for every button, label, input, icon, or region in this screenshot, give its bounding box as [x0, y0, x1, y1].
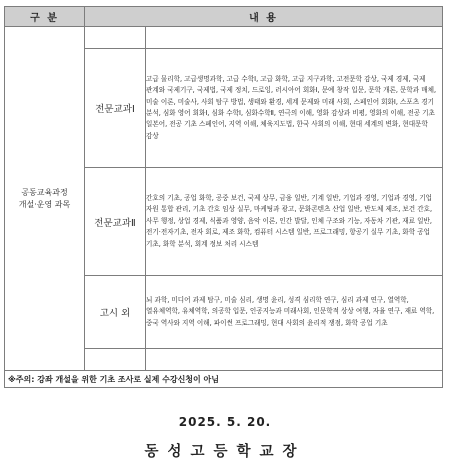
group-label-cell [5, 27, 85, 371]
document-page [4, 6, 442, 388]
row-label: 전문교과Ⅰ [85, 49, 146, 168]
blank-content-cell [146, 349, 443, 371]
note-row [5, 371, 443, 388]
school-signature: 동성고등학교장 [144, 444, 306, 460]
row-label: 고시 외 [85, 276, 146, 349]
header-category: 구 분 [5, 7, 85, 27]
row-label: 전문교과Ⅱ [85, 168, 146, 276]
header-content: 내 용 [85, 7, 443, 27]
row-content: 뇌 과학, 미디어 과제 탐구, 미술 심리, 생명 윤리, 성격 심리학 연구, 심리 과제 연구, 열역학, 열유체역학, 유체역학, 의공학 입문, 인공지능과 미래사회, 인문학적 상상 여행, 자율 연구, 재료 역학, 중국 역사와 지역 이해, 파이썬 프로그래밍, 현대 사회의 윤리적 쟁점, 화학 공업 기초 [146, 276, 443, 349]
document-date: 2025. 5. 20. [178, 415, 272, 429]
table-row-blank [5, 27, 443, 49]
course-table [4, 6, 443, 388]
row-content: 고급 물리학, 고급생명과학, 고급 수학Ⅰ, 고급 화학, 고급 지구과학, 고전문학 감상, 국제 경제, 국제 관계와 국제기구, 국제법, 국제 정치, 드로잉, 러시아어 회화Ⅰ, 문예 창작 입문, 문학 개론, 문학과 매체, 미술 이론, 미술사, 사회 탐구 방법, 생태와 환경, 세계 문제와 미래 사회, 스페인어 회화Ⅰ, 스포츠 경기 분석, 심화 영어 회화Ⅰ, 심화 수학Ⅰ, 심화수학Ⅱ, 연극의 이해, 영화 감상과 비평, 영화의 이해, 전공 기초 일본어, 전공 기초 스페인어, 지역 이해, 체육지도법, 한국 사회의 이해, 현대 세계의 변화, 현대문학 감상 [146, 49, 443, 168]
group-label: 공동교육과정 개설·운영 과목 [18, 187, 71, 209]
table-header-row [5, 7, 443, 27]
note-text: ※주의: 강좌 개설을 위한 기초 조사로 실제 수강신청이 아님 [5, 371, 443, 388]
blank-sub-cell [85, 349, 146, 371]
blank-content-cell [146, 27, 443, 49]
blank-sub-cell [85, 27, 146, 49]
row-content: 간호의 기초, 공업 화학, 공중 보건, 국제 상무, 금융 일반, 기계 일반, 기업과 경영, 기업과 경영, 기업 자원 통합 관리, 기초 간호 임상 실무, 마케팅과 광고, 문화콘텐츠 산업 일반, 반도체 제조, 보건 간호, 사무 행정, 상업 경제, 식품과 영양, 음악 이론, 인간 발달, 인체 구조와 기능, 자동차 기관, 재료 일반, 전기·전자기초, 전자 회로, 제조 화학, 컴퓨터 시스템 일반, 프로그래밍, 항공기 실무 기초, 화학 공업 기초, 화학 분석, 회계 정보 처리 시스템 [146, 168, 443, 276]
